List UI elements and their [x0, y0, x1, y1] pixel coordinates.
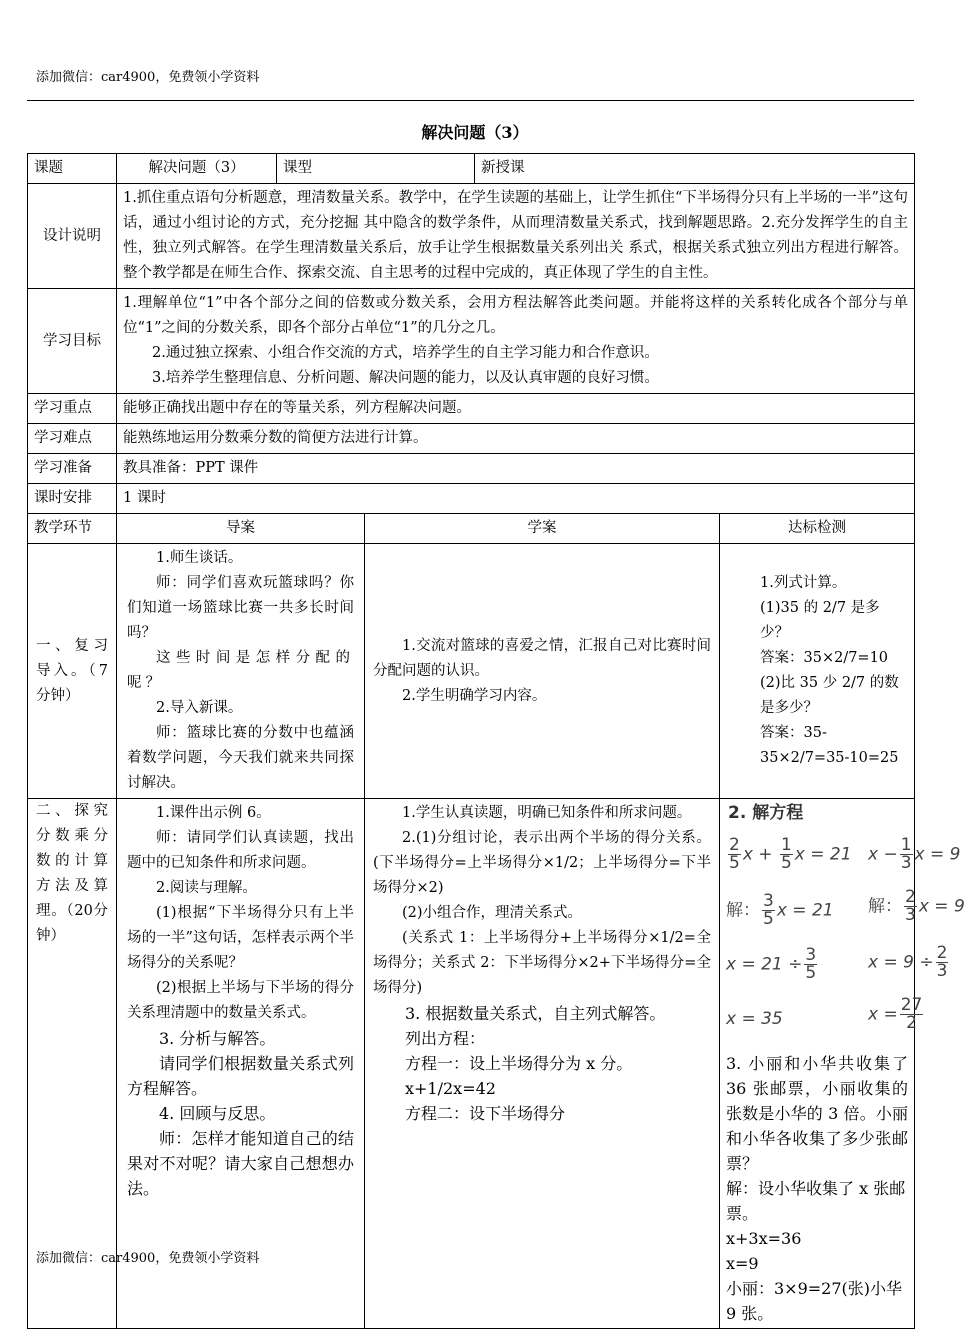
- frac-num: 1: [900, 835, 912, 855]
- check-line: 1.列式计算。: [760, 575, 847, 591]
- section1-row: [28, 544, 915, 799]
- guide-line: 2.导入新课。: [156, 700, 243, 716]
- type-value: 新授课: [475, 154, 915, 184]
- check-line: (1)35 的 2/7 是多少？: [760, 600, 880, 641]
- guide-line: 这些时间是怎样分配的呢？: [127, 650, 354, 691]
- study-line: 2.学生明确学习内容。: [402, 687, 547, 704]
- col-check: 达标检测: [720, 514, 915, 544]
- section1-study: [365, 544, 720, 799]
- equation-right: [868, 837, 960, 872]
- header-note: 添加微信：car4900，免费领小学资料: [36, 70, 260, 85]
- prep-label: 学习准备: [28, 454, 117, 484]
- check-line: 解：设小华收集了 x 张邮票。: [726, 1179, 906, 1223]
- equation-left: [726, 837, 852, 872]
- check-line: (2)比 35 少 2/7 的数是多少？: [760, 675, 899, 716]
- section2-stage: 二、探究分数乘分数的计算方法及算理。（20分钟）: [28, 799, 117, 1329]
- goal-item: 1.理解单位“1”中各个部分之间的倍数或分数关系，会用方程法解答此类问题。并能将这样的关系转化成各个部分与单位“1”之间的分数关系，即各个部分占单位“1”的几分之几。: [123, 295, 908, 336]
- frac-num: 2: [905, 887, 916, 907]
- guide-line: (1)根据“下半场得分只有上半场的一半”这句话，怎样表示两个半场得分的关系呢？: [127, 905, 354, 971]
- prep-row: [28, 454, 915, 484]
- frac-num: 3: [805, 945, 817, 965]
- footer-note: 添加微信：car4900，免费领小学资料: [36, 1251, 260, 1266]
- hours-label: 课时安排: [28, 484, 117, 514]
- frac-den: 2: [906, 1013, 917, 1033]
- study-line: 方程一：设上半场得分为 x 分。: [405, 1054, 633, 1073]
- study-line: (2)小组合作，理清关系式。: [402, 905, 583, 921]
- study-line: 3. 根据数量关系式，自主列式解答。: [405, 1004, 666, 1023]
- study-line: 1.交流对篮球的喜爱之情，汇报自己对比赛时间分配问题的认识。: [373, 637, 711, 679]
- study-line: (关系式 1：上半场得分+上半场得分×1/2=全场得分；关系式 2：下半场得分×2+下半场得分=全场得分): [373, 930, 711, 996]
- equation-term: x = 9: [918, 896, 965, 917]
- equation-term: x = 21 ÷: [726, 954, 803, 975]
- section2-study: [365, 799, 720, 1329]
- equation-term: x = 21: [794, 844, 852, 865]
- equation-term: x +: [742, 844, 773, 865]
- frac-num: 2: [729, 835, 740, 855]
- goal-item: 3.培养学生整理信息、分析问题、解决问题的能力，以及认真审题的良好习惯。: [152, 370, 659, 386]
- frac-num: 3: [763, 891, 774, 911]
- check-line: 小丽：3×9=27(张)小华 9 张。: [726, 1279, 903, 1323]
- topic-row: [28, 154, 915, 184]
- equation-heading: 2. 解方程: [728, 803, 804, 823]
- section1-guide: [117, 544, 365, 799]
- guide-line: 1.师生谈话。: [156, 550, 243, 566]
- study-line: 1.学生认真读题，明确已知条件和所求问题。: [402, 805, 692, 821]
- equation-term: x = 9: [914, 844, 961, 865]
- study-line: 方程二：设下半场得分: [405, 1104, 566, 1123]
- guide-line: 3. 分析与解答。: [159, 1029, 276, 1048]
- frac-den: 3: [900, 853, 912, 873]
- equation-term: x = 9 ÷: [868, 952, 934, 973]
- frac-den: 5: [729, 853, 740, 873]
- section2-check: [720, 799, 965, 1329]
- left-step2: [726, 947, 819, 982]
- check-line: 答案：35-35×2/7=35-10=25: [760, 725, 899, 766]
- frac-den: 5: [805, 963, 817, 983]
- topic-value: 解决问题（3）: [117, 154, 277, 184]
- right-step3: [868, 997, 925, 1032]
- solve-prefix: 解：: [868, 896, 902, 917]
- study-line: 2.(1)分组讨论，表示出两个半场的得分关系。(下半场得分=上半场得分×1/2；上半场得分=下半场得分×2): [373, 830, 711, 896]
- frac-den: 3: [936, 961, 948, 981]
- prep-text: 教具准备：PPT 课件: [117, 454, 915, 484]
- left-step3: x = 35: [726, 1009, 783, 1029]
- frac-num: 27: [900, 995, 923, 1015]
- difficulty-label: 学习难点: [28, 424, 117, 454]
- frac-num: 2: [936, 943, 948, 963]
- difficulty-text: 能熟练地运用分数乘分数的简便方法进行计算。: [117, 424, 915, 454]
- page-title: 解决问题（3）: [421, 123, 529, 142]
- col-study: 学案: [365, 514, 720, 544]
- check-line: 3. 小丽和小华共收集了 36 张邮票，小丽收集的张数是小华的 3 倍。小丽和小华各收集了多少张邮票？: [726, 1054, 908, 1173]
- equation-figure: [726, 801, 965, 1051]
- col-guide: 导案: [117, 514, 365, 544]
- guide-line: 请同学们根据数量关系式列方程解答。: [127, 1054, 354, 1098]
- frac-num: 1: [780, 835, 792, 855]
- design-label: 设计说明: [28, 184, 117, 289]
- equation-term: x −: [868, 844, 898, 865]
- equation-term: x = 21: [776, 900, 834, 921]
- frac-den: 3: [905, 905, 916, 925]
- design-text: 1.抓住重点语句分析题意，理清数量关系。教学中，在学生读题的基础上，让学生抓住“下半场得分只有上半场的一半”这句话，通过小组讨论的方式，充分挖掘 其中隐含的数学条件，从而理清数量关系式，找到解题思路。2.充分发挥学生的自主性，独立列式解答。在学生理清数量关系后，放手让学生根据数量关系列出关 系式，根据关系式独立列出方程进行解答。整个教学都是在师生合作、探索交流、自主思考的过程中完成的，真正体现了学生的自主性。: [117, 184, 915, 289]
- guide-line: 师：同学们喜欢玩篮球吗？你们知道一场篮球比赛一共多长时间吗？: [127, 575, 354, 641]
- key-text: 能够正确找出题中存在的等量关系，列方程解决问题。: [117, 394, 915, 424]
- check-line: 答案：35×2/7=10: [760, 650, 889, 666]
- frac-den: 5: [763, 909, 774, 929]
- study-line: 列出方程：: [405, 1029, 486, 1048]
- goals-row: [28, 289, 915, 394]
- solve-prefix: 解：: [726, 900, 760, 921]
- key-row: [28, 394, 915, 424]
- type-label: 课型: [277, 154, 475, 184]
- goal-label: 学习目标: [28, 289, 117, 394]
- frac-den: 5: [780, 853, 792, 873]
- guide-line: 4. 回顾与反思。: [159, 1104, 276, 1123]
- hours-text: 1 课时: [117, 484, 915, 514]
- right-step1: [868, 889, 965, 924]
- col-stage: 教学环节: [28, 514, 117, 544]
- lesson-plan-table: [27, 153, 965, 1329]
- design-row: [28, 184, 915, 289]
- header-rule: [27, 100, 914, 101]
- check-line: x+3x=36: [726, 1229, 802, 1248]
- section1-stage: 一、复习导入。（7分钟）: [28, 544, 117, 799]
- guide-line: 师：篮球比赛的分数中也蕴涵着数学问题，今天我们就来共同探讨解决。: [127, 725, 354, 791]
- right-step2: [868, 945, 950, 980]
- hours-row: [28, 484, 915, 514]
- study-line: x+1/2x=42: [405, 1079, 496, 1098]
- equation-term: x =: [868, 1004, 898, 1025]
- guide-line: 1.课件出示例 6。: [156, 805, 271, 821]
- goals-cell: [117, 289, 915, 394]
- guide-line: 师：请同学们认真读题，找出题中的已知条件和所求问题。: [127, 830, 354, 871]
- topic-label: 课题: [28, 154, 117, 184]
- difficulty-row: [28, 424, 915, 454]
- left-step1: [726, 893, 834, 928]
- column-header-row: [28, 514, 915, 544]
- check-line: x=9: [726, 1254, 759, 1273]
- section1-check: [720, 544, 915, 799]
- goal-item: 2.通过独立探索、小组合作交流的方式，培养学生的自主学习能力和合作意识。: [152, 345, 659, 361]
- guide-line: 2.阅读与理解。: [156, 880, 257, 896]
- key-label: 学习重点: [28, 394, 117, 424]
- guide-line: (2)根据上半场与下半场的得分关系理清题中的数量关系式。: [127, 980, 354, 1021]
- guide-line: 师：怎样才能知道自己的结果对不对呢？请大家自己想想办法。: [127, 1129, 354, 1198]
